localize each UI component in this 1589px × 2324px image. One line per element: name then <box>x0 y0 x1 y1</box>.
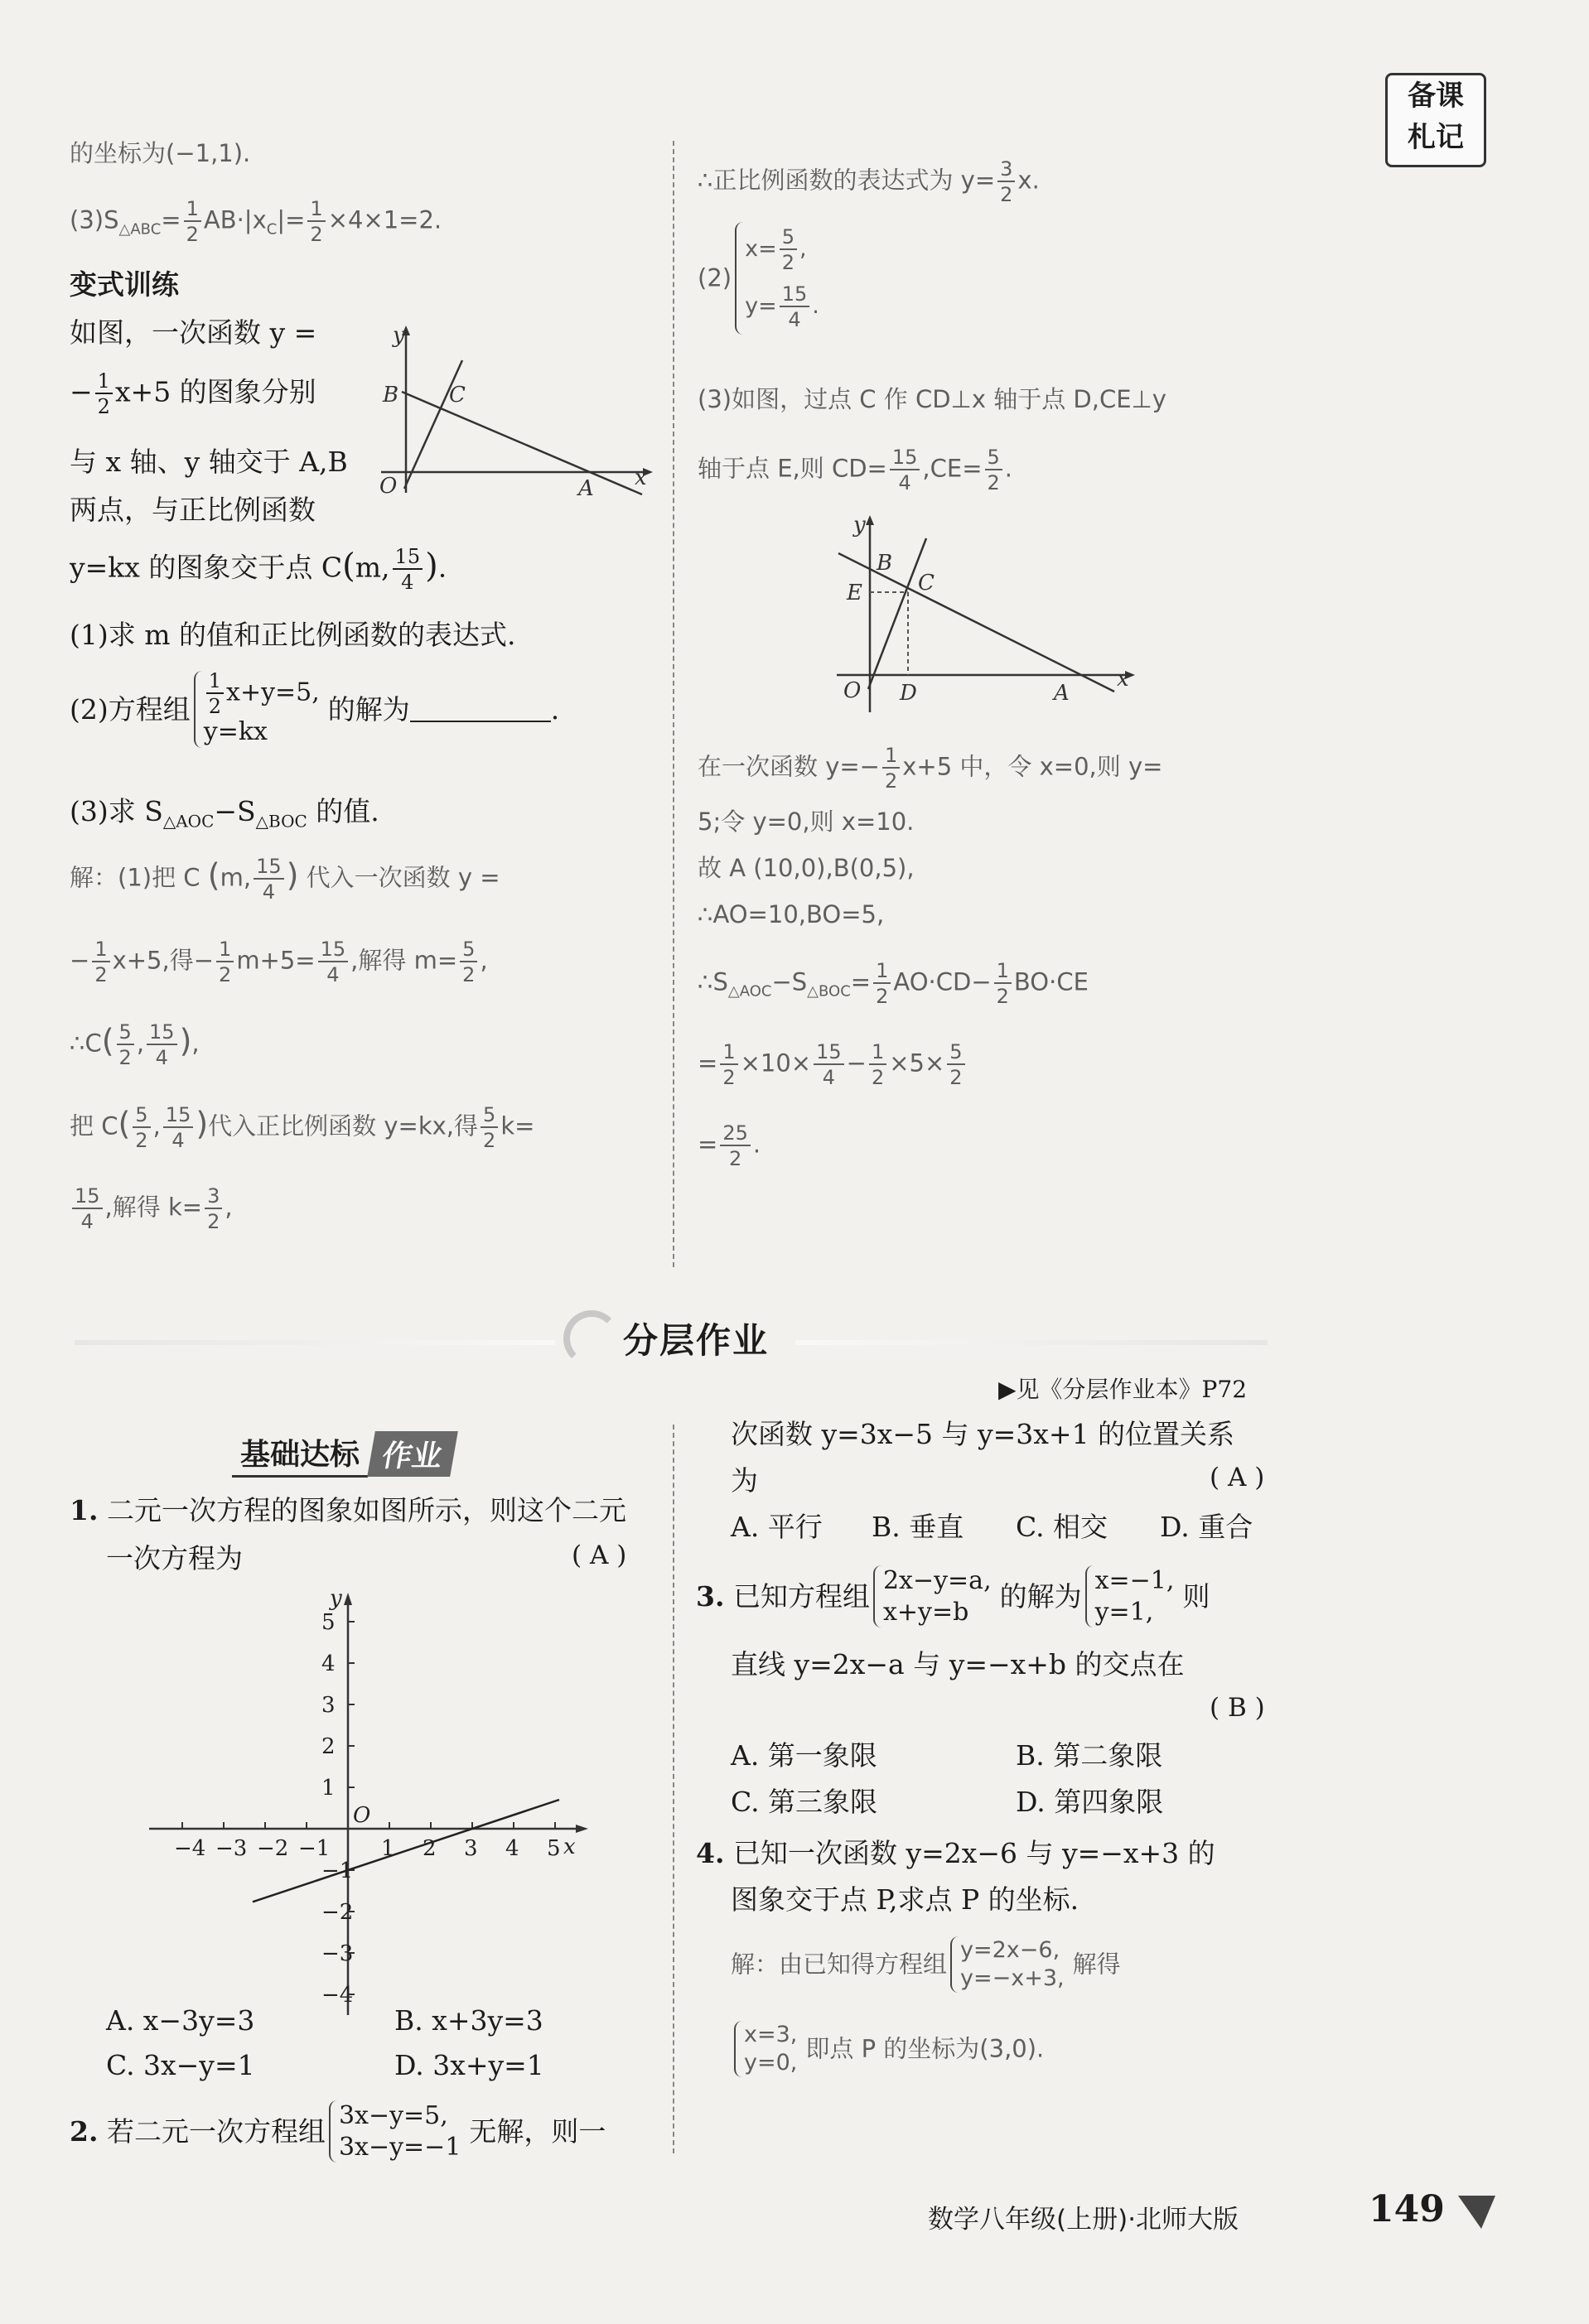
variant-title: 变式训练 <box>70 268 179 301</box>
prev-solution-line: 的坐标为(−1,1). <box>70 139 251 167</box>
variant-q-line2: − $\frac{1}{2}$ x+5 的图象分别 <box>70 369 316 418</box>
variant-q-line1: 如图，一次函数 y = <box>70 316 317 349</box>
q1-coordinate-graph <box>174 1586 580 2008</box>
q2-line1: 2. 若二元一次方程组 3x−y=5, 3x−y=−1 无解，则一 <box>70 2101 606 2162</box>
x-tick-label: 1 <box>381 1836 395 1861</box>
x-tick-label: −1 <box>298 1836 331 1861</box>
y-tick-label: 2 <box>321 1734 336 1759</box>
q2-option-d: D. 重合 <box>1160 1511 1253 1543</box>
q1-option-a: A. x−3y=3 <box>106 2004 255 2037</box>
y-tick-label: 3 <box>321 1693 336 1718</box>
graph-point-b: B <box>383 383 399 407</box>
q2-answer: ( A ) <box>1210 1463 1265 1492</box>
solution-part2: (2) x= $\frac{5}{2}$ , y= $\frac{15}{4}$ . <box>698 222 828 335</box>
footer-book-title: 数学八年级(上册)·北师大版 <box>928 2205 1239 2235</box>
graph-origin-label: O <box>379 474 398 499</box>
graph-point-a: A <box>578 476 594 501</box>
variant-q3: (3)求 $S_{\triangle AOC}-S_{\triangle BOC}$ 的值. <box>70 795 379 832</box>
y-tick-label: −1 <box>321 1859 354 1883</box>
q3-option-c: C. 第三象限 <box>731 1786 878 1818</box>
graph2-y-label: y <box>853 513 866 538</box>
variant-solution-line2: − $\frac{1}{2}$ x+5,得− $\frac{1}{2}$ m+5= $\frac{15}{4}$ ,解得 m= $\frac{5}{2}$ , <box>70 938 488 986</box>
tag-basic <box>232 1430 454 1478</box>
y-tick-label: −2 <box>321 1900 354 1925</box>
q4-line2: 图象交于点 P,求点 P 的坐标. <box>731 1883 1079 1916</box>
variant-solution-line4: 把 C( $\frac{5}{2}$ , $\frac{15}{4}$ )代入正比例函数 y=kx,得 $\frac{5}{2}$ k= <box>70 1103 535 1152</box>
x-axis-arrow <box>576 1825 588 1833</box>
graph2-point-d: D <box>900 681 917 706</box>
q2-cont1: 次函数 y=3x−5 与 y=3x+1 的位置关系 <box>731 1418 1235 1450</box>
graph-x-label: x <box>635 465 647 490</box>
q3-option-d: D. 第四象限 <box>1016 1786 1164 1818</box>
solution-proportional-expr: ∴正比例函数的表达式为 y= $\frac{3}{2}$ x. <box>698 157 1040 206</box>
variant-q-line3: 与 x 轴、y 轴交于 A,B <box>70 446 348 478</box>
y-axis-arrow <box>344 1593 352 1605</box>
q1-option-c: C. 3x−y=1 <box>106 2049 255 2081</box>
note-badge-line1: 备课 <box>1408 80 1464 113</box>
q3-option-b: B. 第二象限 <box>1016 1739 1163 1772</box>
q2-option-a: A. 平行 <box>731 1511 823 1543</box>
prev-solution-area: $(3)S_{\triangle ABC}=$ $\frac{1}{2}$ $AB\cdot|x_C|=$ $\frac{1}{2}$ ×4×1=2. <box>70 197 442 246</box>
solution-part3-line2: 轴于点 E,则 CD= $\frac{15}{4}$ ,CE= $\frac{5}{2}$ . <box>698 446 1012 494</box>
q2-option-b: B. 垂直 <box>872 1511 964 1543</box>
solution-line-r10: = $\frac{1}{2}$ ×10× $\frac{15}{4}$ − $\frac{1}{2}$ ×5× $\frac{5}{2}$ <box>698 1042 968 1087</box>
x-tick-label: 3 <box>464 1836 478 1861</box>
q1-answer: ( A ) <box>572 1540 627 1570</box>
y-tick-label: 4 <box>321 1651 336 1676</box>
note-badge <box>1385 73 1486 167</box>
variant-q-line5: y=kx 的图象交于点 C(m, $\frac{15}{4}$ ). <box>70 545 447 594</box>
y-axis-label: y <box>330 1586 342 1611</box>
graph2-point-e: E <box>847 581 862 605</box>
x-tick-label: −2 <box>257 1836 289 1861</box>
banner-line-right <box>795 1340 1268 1345</box>
answer-blank <box>410 696 551 722</box>
graph-point-c: C <box>449 383 466 407</box>
q3-line1: 3. 已知方程组 2x−y=a, x+y=b 的解为 x=−1, y=1, 则 <box>696 1566 1210 1627</box>
q4-line1: 4. 已知一次函数 y=2x−6 与 y=−x+3 的 <box>696 1837 1215 1869</box>
section-title: 分层作业 <box>623 1320 770 1361</box>
y-tick-label: −3 <box>321 1941 354 1966</box>
x-tick-label: −4 <box>174 1836 206 1861</box>
y-tick-label: 5 <box>321 1610 336 1635</box>
q2-cont2: 为 <box>731 1464 758 1497</box>
solution-line-r11: = $\frac{25}{2}$ . <box>698 1121 761 1170</box>
column-divider-bottom <box>673 1425 674 2153</box>
variant-q2: (2)方程组 $\frac{1}{2}$ x+y=5, y=kx 的解为 . <box>70 669 560 746</box>
solution-line-r7: 故 A (10,0),B(0,5), <box>698 854 915 882</box>
q3-line2: 直线 y=2x−a 与 y=−x+b 的交点在 <box>731 1648 1185 1680</box>
solution-part3-line1: (3)如图，过点 C 作 CD⊥x 轴于点 D,CE⊥y <box>698 385 1166 413</box>
variant-q-line4: 两点，与正比例函数 <box>70 494 316 526</box>
tag-basic-label: 基础达标 <box>232 1430 368 1478</box>
note-badge-line2: 札记 <box>1408 121 1464 154</box>
q4-solution-line2: x=3, y=0, 即点 P 的坐标为(3,0). <box>731 2021 1044 2077</box>
banner-swirl-icon <box>563 1310 620 1367</box>
solution-line-r5: 在一次函数 y=− $\frac{1}{2}$ x+5 中，令 x=0,则 y= <box>698 744 1163 793</box>
graph2-origin-label: O <box>843 678 862 703</box>
q3-answer: ( B ) <box>1210 1693 1265 1723</box>
solution-line-r9: $\therefore S_{\triangle AOC}-S_{\triangle BOC}=$ $\frac{1}{2}$ AO·CD− $\frac{1}{2}$ BO·CE <box>698 959 1089 1008</box>
variant-solution-line3: ∴C( $\frac{5}{2}$ , $\frac{15}{4}$ ), <box>70 1020 200 1069</box>
solution-line-r8: ∴AO=10,BO=5, <box>698 900 885 928</box>
q3-option-a: A. 第一象限 <box>731 1739 877 1772</box>
graph2-point-c: C <box>918 571 935 595</box>
graph2-point-a: A <box>1054 681 1070 706</box>
q2-option-c: C. 相交 <box>1016 1511 1108 1543</box>
graph2-point-b: B <box>877 551 893 576</box>
graph-y-label: y <box>393 323 405 348</box>
page-number: 149 <box>1369 2188 1445 2230</box>
x-tick-label: 5 <box>547 1836 561 1861</box>
q1-option-d: D. 3x+y=1 <box>394 2049 544 2081</box>
variant-solution-line1: 解：(1)把 C (m, $\frac{15}{4}$ ) 代入一次函数 y = <box>70 855 500 904</box>
x-tick-label: 4 <box>505 1836 519 1861</box>
solution-graph <box>828 505 1143 721</box>
variant-solution-line5: $\frac{15}{4}$ ,解得 k= $\frac{3}{2}$ , <box>70 1186 233 1232</box>
x-axis-label: x <box>563 1835 576 1859</box>
page-corner-arrow-icon <box>1450 2191 1500 2233</box>
q1-option-b: B. x+3y=3 <box>394 2004 543 2037</box>
x-tick-label: −3 <box>215 1836 248 1861</box>
q4-solution-line1: 解：由已知得方程组 y=2x−6, y=−x+3, 解得 <box>731 1937 1121 1991</box>
variant-graph <box>373 319 654 501</box>
x-tick-label: 2 <box>423 1836 437 1861</box>
tag-homework-label: 作业 <box>367 1431 458 1477</box>
graph2-x-label: x <box>1117 667 1129 692</box>
q1-line2: 一次方程为 <box>106 1542 243 1574</box>
y-tick-label: 1 <box>321 1776 336 1801</box>
banner-line-left <box>75 1340 555 1345</box>
column-divider-top <box>673 141 674 1267</box>
section-ref: ▶见《分层作业本》P72 <box>998 1376 1248 1403</box>
origin-label: O <box>353 1803 371 1828</box>
q1-line1: 1. 二元一次方程的图象如图所示，则这个二元 <box>70 1494 626 1526</box>
variant-q1: (1)求 m 的值和正比例函数的表达式. <box>70 619 516 651</box>
solution-line-r6: 5;令 y=0,则 x=10. <box>698 808 915 836</box>
y-tick-label: −4 <box>321 1983 354 2008</box>
